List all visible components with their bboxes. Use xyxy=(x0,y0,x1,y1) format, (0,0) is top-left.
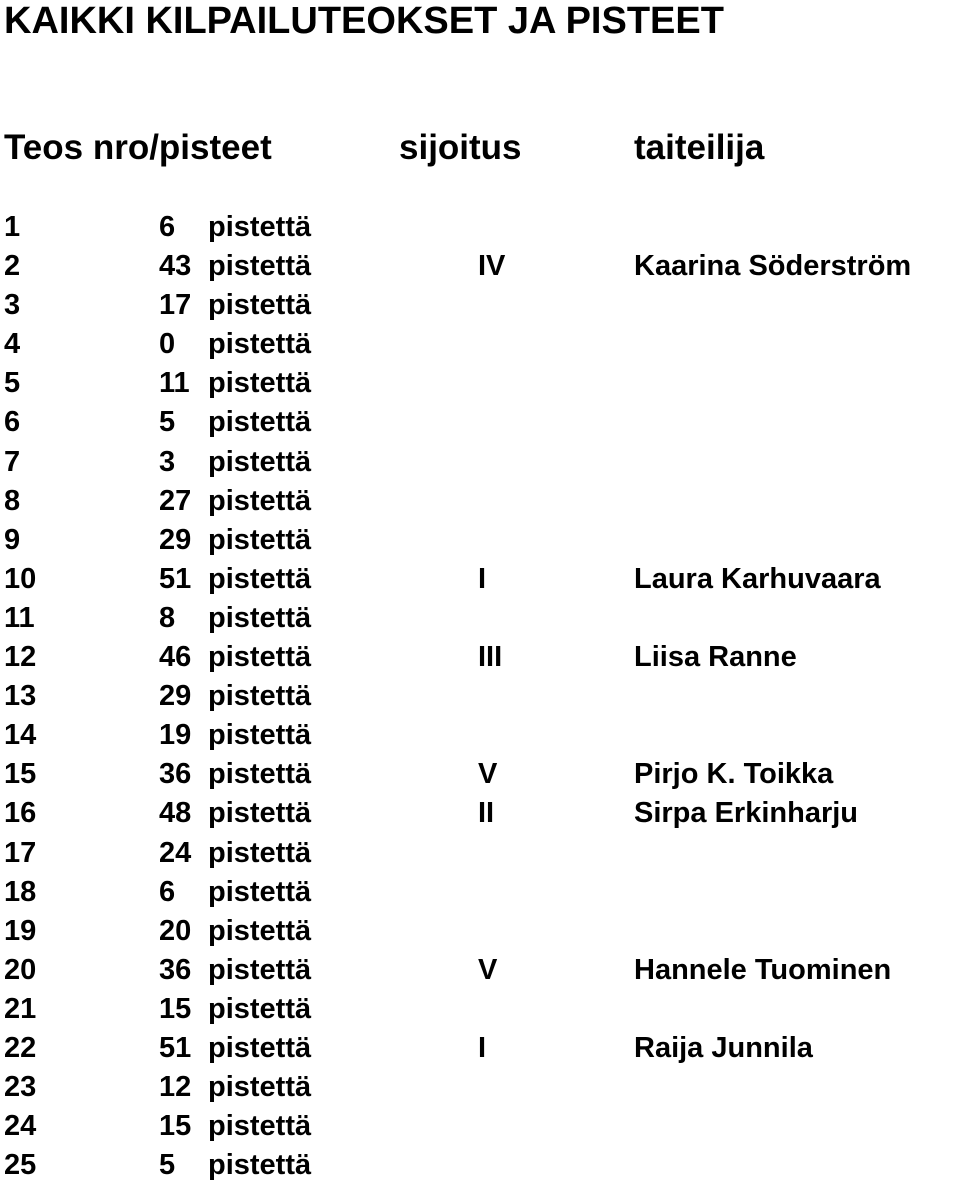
artist-name: Sirpa Erkinharju xyxy=(634,797,859,830)
table-row xyxy=(0,1146,960,1185)
points-unit: pistettä xyxy=(208,1031,312,1064)
placement: I xyxy=(478,562,487,595)
points-value: 24 xyxy=(159,836,192,869)
points-unit: pistettä xyxy=(208,523,312,556)
points-unit: pistettä xyxy=(208,1110,312,1143)
points-value: 5 xyxy=(159,406,176,439)
table-row xyxy=(0,677,960,716)
table-row xyxy=(0,560,960,599)
points-value: 46 xyxy=(159,641,192,674)
table-row xyxy=(0,208,960,247)
table-row xyxy=(0,1029,960,1068)
artist-name: Raija Junnila xyxy=(634,1031,813,1064)
teos-number: 19 xyxy=(4,914,37,947)
points-value: 12 xyxy=(159,1071,192,1104)
points-value: 51 xyxy=(159,562,192,595)
teos-number: 9 xyxy=(4,523,21,556)
table-row xyxy=(0,521,960,560)
placement: V xyxy=(478,758,498,791)
points-unit: pistettä xyxy=(208,289,312,322)
teos-number: 13 xyxy=(4,680,37,713)
points-unit: pistettä xyxy=(208,875,312,908)
points-unit: pistettä xyxy=(208,914,312,947)
points-unit: pistettä xyxy=(208,992,312,1025)
points-value: 29 xyxy=(159,680,192,713)
points-value: 15 xyxy=(159,1110,192,1143)
points-value: 6 xyxy=(159,875,176,908)
points-unit: pistettä xyxy=(208,680,312,713)
header-taiteilija: taiteilija xyxy=(634,128,765,167)
artist-name: Pirjo K. Toikka xyxy=(634,758,834,791)
table-row xyxy=(0,951,960,990)
artist-name: Liisa Ranne xyxy=(634,641,797,674)
points-value: 11 xyxy=(159,367,190,400)
points-value: 29 xyxy=(159,523,192,556)
teos-number: 5 xyxy=(4,367,21,400)
artist-name: Laura Karhuvaara xyxy=(634,562,881,595)
points-value: 20 xyxy=(159,914,192,947)
artist-name: Kaarina Söderström xyxy=(634,250,912,283)
teos-number: 18 xyxy=(4,875,37,908)
table-row xyxy=(0,247,960,286)
teos-number: 20 xyxy=(4,953,37,986)
table-row xyxy=(0,286,960,325)
table-row xyxy=(0,912,960,951)
points-unit: pistettä xyxy=(208,406,312,439)
teos-number: 14 xyxy=(4,719,37,752)
points-unit: pistettä xyxy=(208,641,312,674)
artist-name: Hannele Tuominen xyxy=(634,953,892,986)
points-value: 3 xyxy=(159,445,176,478)
page-title: KAIKKI KILPAILUTEOKSET JA PISTEET xyxy=(4,0,724,42)
teos-number: 8 xyxy=(4,484,21,517)
placement: I xyxy=(478,1031,487,1064)
teos-number: 12 xyxy=(4,641,37,674)
table-row xyxy=(0,755,960,794)
teos-number: 10 xyxy=(4,562,37,595)
points-unit: pistettä xyxy=(208,1071,312,1104)
table-row xyxy=(0,325,960,364)
teos-number: 4 xyxy=(4,328,21,361)
teos-number: 7 xyxy=(4,445,21,478)
teos-number: 22 xyxy=(4,1031,37,1064)
teos-number: 24 xyxy=(4,1110,37,1143)
table-row xyxy=(0,403,960,442)
table-row xyxy=(0,482,960,521)
table-row xyxy=(0,716,960,755)
points-value: 48 xyxy=(159,797,192,830)
points-value: 36 xyxy=(159,758,192,791)
points-value: 8 xyxy=(159,601,176,634)
teos-number: 16 xyxy=(4,797,37,830)
results-table xyxy=(0,208,960,1185)
table-row xyxy=(0,638,960,677)
teos-number: 3 xyxy=(4,289,21,322)
points-value: 43 xyxy=(159,250,192,283)
teos-number: 17 xyxy=(4,836,37,869)
teos-number: 15 xyxy=(4,758,37,791)
points-unit: pistettä xyxy=(208,328,312,361)
points-unit: pistettä xyxy=(208,484,312,517)
points-value: 0 xyxy=(159,328,176,361)
placement: III xyxy=(478,641,503,674)
points-unit: pistettä xyxy=(208,367,312,400)
table-row xyxy=(0,364,960,403)
points-value: 19 xyxy=(159,719,192,752)
teos-number: 6 xyxy=(4,406,21,439)
points-unit: pistettä xyxy=(208,562,312,595)
teos-number: 21 xyxy=(4,992,37,1025)
points-unit: pistettä xyxy=(208,250,312,283)
table-row xyxy=(0,873,960,912)
table-row xyxy=(0,599,960,638)
points-unit: pistettä xyxy=(208,719,312,752)
table-row xyxy=(0,794,960,833)
header-nro-pisteet: Teos nro/pisteet xyxy=(4,128,272,167)
table-row xyxy=(0,1107,960,1146)
points-unit: pistettä xyxy=(208,211,312,243)
points-value: 6 xyxy=(159,211,176,243)
points-unit: pistettä xyxy=(208,953,312,986)
placement: II xyxy=(478,797,495,830)
table-row xyxy=(0,990,960,1029)
points-unit: pistettä xyxy=(208,758,312,791)
points-unit: pistettä xyxy=(208,1149,312,1182)
points-value: 5 xyxy=(159,1149,176,1182)
table-row xyxy=(0,443,960,482)
points-value: 15 xyxy=(159,992,192,1025)
teos-number: 1 xyxy=(4,211,21,243)
points-value: 17 xyxy=(159,289,192,322)
points-value: 36 xyxy=(159,953,192,986)
placement: V xyxy=(478,953,498,986)
placement: IV xyxy=(478,250,506,283)
points-unit: pistettä xyxy=(208,797,312,830)
teos-number: 23 xyxy=(4,1071,37,1104)
header-sijoitus: sijoitus xyxy=(399,128,522,167)
points-value: 27 xyxy=(159,484,192,517)
table-row xyxy=(0,1068,960,1107)
teos-number: 11 xyxy=(4,601,35,634)
points-unit: pistettä xyxy=(208,836,312,869)
points-unit: pistettä xyxy=(208,445,312,478)
teos-number: 25 xyxy=(4,1149,37,1182)
teos-number: 2 xyxy=(4,250,21,283)
points-value: 51 xyxy=(159,1031,192,1064)
table-row xyxy=(0,834,960,873)
points-unit: pistettä xyxy=(208,601,312,634)
